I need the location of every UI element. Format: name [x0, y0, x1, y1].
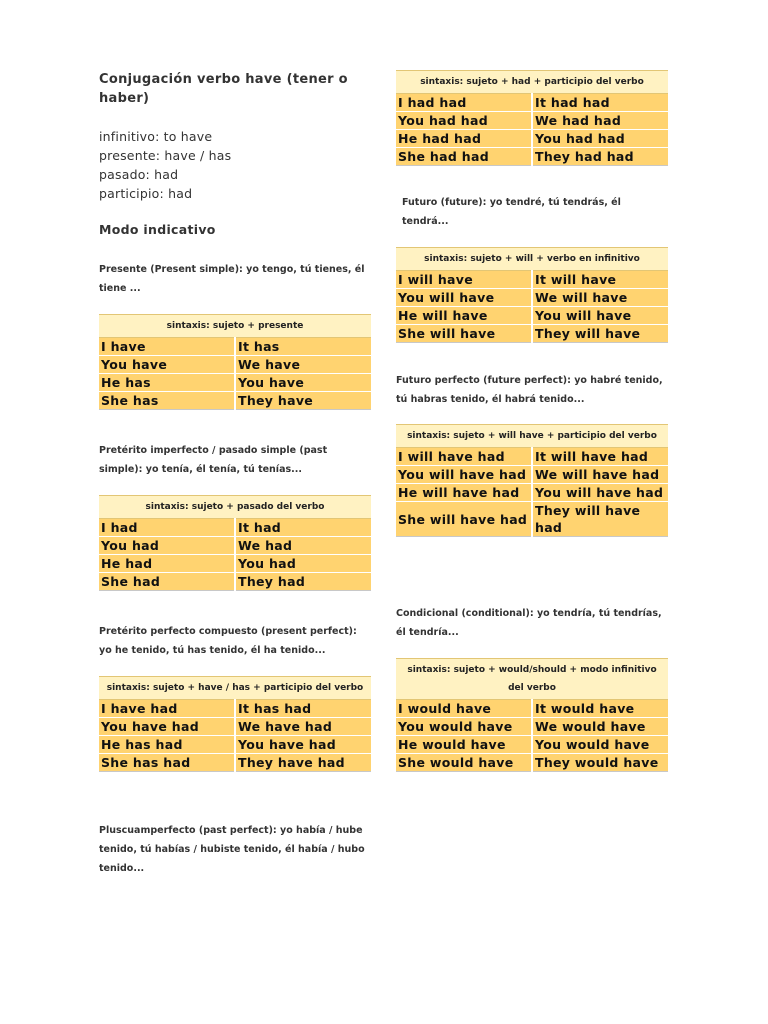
table-cell: He has had	[99, 736, 235, 754]
verb-form-present: presente: have / has	[99, 148, 232, 163]
present-intro: Presente (Present simple): yo tengo, tú tienes, él tiene ...	[99, 264, 365, 294]
table-row	[396, 448, 668, 466]
future-intro: Futuro (future): yo tendré, tú tendrás, él tendrá...	[402, 197, 621, 227]
page-title: Conjugación verbo have (tener o haber)	[99, 72, 348, 106]
table-cell: It would have	[532, 700, 668, 718]
table-row	[396, 307, 668, 325]
table-cell: We had had	[532, 112, 668, 130]
table-row	[99, 519, 371, 537]
table-cell: It will have had	[532, 448, 668, 466]
future-perfect-syntax: sintaxis: sujeto + will have + participio del verbo	[396, 425, 668, 448]
table-cell: I had had	[396, 94, 532, 112]
section-heading: Modo indicativo	[99, 222, 216, 237]
table-row	[396, 94, 668, 112]
table-cell: It has had	[235, 700, 371, 718]
table-cell: He will have	[396, 307, 532, 325]
past-syntax: sintaxis: sujeto + pasado del verbo	[99, 496, 371, 519]
table-cell: You had	[99, 537, 235, 555]
future-syntax: sintaxis: sujeto + will + verbo en infinitivo	[396, 248, 668, 271]
table-cell: He would have	[396, 736, 532, 754]
table-row	[99, 537, 371, 555]
table-row	[99, 736, 371, 754]
conditional-syntax: sintaxis: sujeto + would/should + modo infinitivo del verbo	[396, 659, 668, 700]
table-row	[396, 112, 668, 130]
table-cell: We would have	[532, 718, 668, 736]
table-row	[396, 484, 668, 502]
verb-form-past: pasado: had	[99, 167, 179, 182]
table-cell: She would have	[396, 754, 532, 772]
table-cell: You have	[235, 374, 371, 392]
past-perfect-table	[396, 70, 668, 166]
table-cell: He had had	[396, 130, 532, 148]
table-cell: She had	[99, 573, 235, 591]
table-cell: You have	[99, 356, 235, 374]
table-cell: They had	[235, 573, 371, 591]
table-cell: We have had	[235, 718, 371, 736]
table-cell: He has	[99, 374, 235, 392]
verb-form-participle: participio: had	[99, 186, 193, 201]
table-cell: It has	[235, 338, 371, 356]
table-cell: You had had	[532, 130, 668, 148]
table-cell: They have had	[235, 754, 371, 772]
table-cell: It will have	[532, 271, 668, 289]
verb-forms	[99, 127, 231, 203]
table-row	[396, 754, 668, 772]
table-cell: She will have had	[396, 502, 532, 537]
future-table	[396, 247, 668, 343]
past-table	[99, 495, 371, 591]
table-row	[396, 718, 668, 736]
table-cell: You would have	[532, 736, 668, 754]
table-cell: He will have had	[396, 484, 532, 502]
table-cell: We will have	[532, 289, 668, 307]
table-row	[396, 130, 668, 148]
table-cell: You had had	[396, 112, 532, 130]
table-cell: I have	[99, 338, 235, 356]
table-row	[99, 573, 371, 591]
table-row	[396, 271, 668, 289]
table-row	[99, 754, 371, 772]
table-row	[396, 502, 668, 537]
present-perfect-intro: Pretérito perfecto compuesto (present perfect): yo he tenido, tú has tenido, él ha tenido...	[99, 626, 357, 656]
table-row	[396, 289, 668, 307]
table-row	[396, 325, 668, 343]
table-cell: You have had	[99, 718, 235, 736]
table-cell: It had	[235, 519, 371, 537]
table-row	[99, 718, 371, 736]
table-cell: They have	[235, 392, 371, 410]
table-cell: You will have	[396, 289, 532, 307]
table-row	[99, 555, 371, 573]
table-cell: She has had	[99, 754, 235, 772]
conditional-intro: Condicional (conditional): yo tendría, tú tendrías, él tendría...	[396, 608, 662, 638]
table-cell: We had	[235, 537, 371, 555]
table-cell: You will have	[532, 307, 668, 325]
table-cell: I would have	[396, 700, 532, 718]
table-cell: She had had	[396, 148, 532, 166]
table-cell: They would have	[532, 754, 668, 772]
table-cell: It had had	[532, 94, 668, 112]
table-cell: She has	[99, 392, 235, 410]
table-row	[396, 736, 668, 754]
table-cell: We will have had	[532, 466, 668, 484]
table-row	[99, 700, 371, 718]
conditional-table	[396, 658, 668, 772]
past-intro: Pretérito imperfecto / pasado simple (past simple): yo tenía, él tenía, tú tenías...	[99, 445, 328, 475]
table-row	[396, 466, 668, 484]
table-row	[99, 356, 371, 374]
table-row	[99, 338, 371, 356]
table-cell: You will have had	[532, 484, 668, 502]
future-perfect-table	[396, 424, 668, 537]
table-cell: We have	[235, 356, 371, 374]
table-cell: He had	[99, 555, 235, 573]
verb-form-infinitive: infinitivo: to have	[99, 129, 213, 144]
table-cell: I have had	[99, 700, 235, 718]
present-table	[99, 314, 371, 410]
table-cell: You would have	[396, 718, 532, 736]
table-cell: They had had	[532, 148, 668, 166]
future-perfect-intro: Futuro perfecto (future perfect): yo habré tenido, tú habras tenido, él habrá tenido...	[396, 375, 663, 405]
table-row	[99, 392, 371, 410]
present-perfect-syntax: sintaxis: sujeto + have / has + participio del verbo	[99, 677, 371, 700]
table-cell: You had	[235, 555, 371, 573]
table-cell: They will have	[532, 325, 668, 343]
past-perfect-syntax: sintaxis: sujeto + had + participio del verbo	[396, 71, 668, 94]
table-row	[396, 700, 668, 718]
table-cell: I will have had	[396, 448, 532, 466]
table-cell: You will have had	[396, 466, 532, 484]
table-cell: You have had	[235, 736, 371, 754]
past-perfect-intro: Pluscuamperfecto (past perfect): yo había / hube tenido, tú habías / hubiste tenido, él había / hubo tenido...	[99, 825, 365, 874]
present-syntax: sintaxis: sujeto + presente	[99, 315, 371, 338]
table-cell: She will have	[396, 325, 532, 343]
table-cell: I had	[99, 519, 235, 537]
table-cell: They will have had	[532, 502, 668, 537]
table-row	[396, 148, 668, 166]
present-perfect-table	[99, 676, 371, 772]
table-cell: I will have	[396, 271, 532, 289]
table-row	[99, 374, 371, 392]
